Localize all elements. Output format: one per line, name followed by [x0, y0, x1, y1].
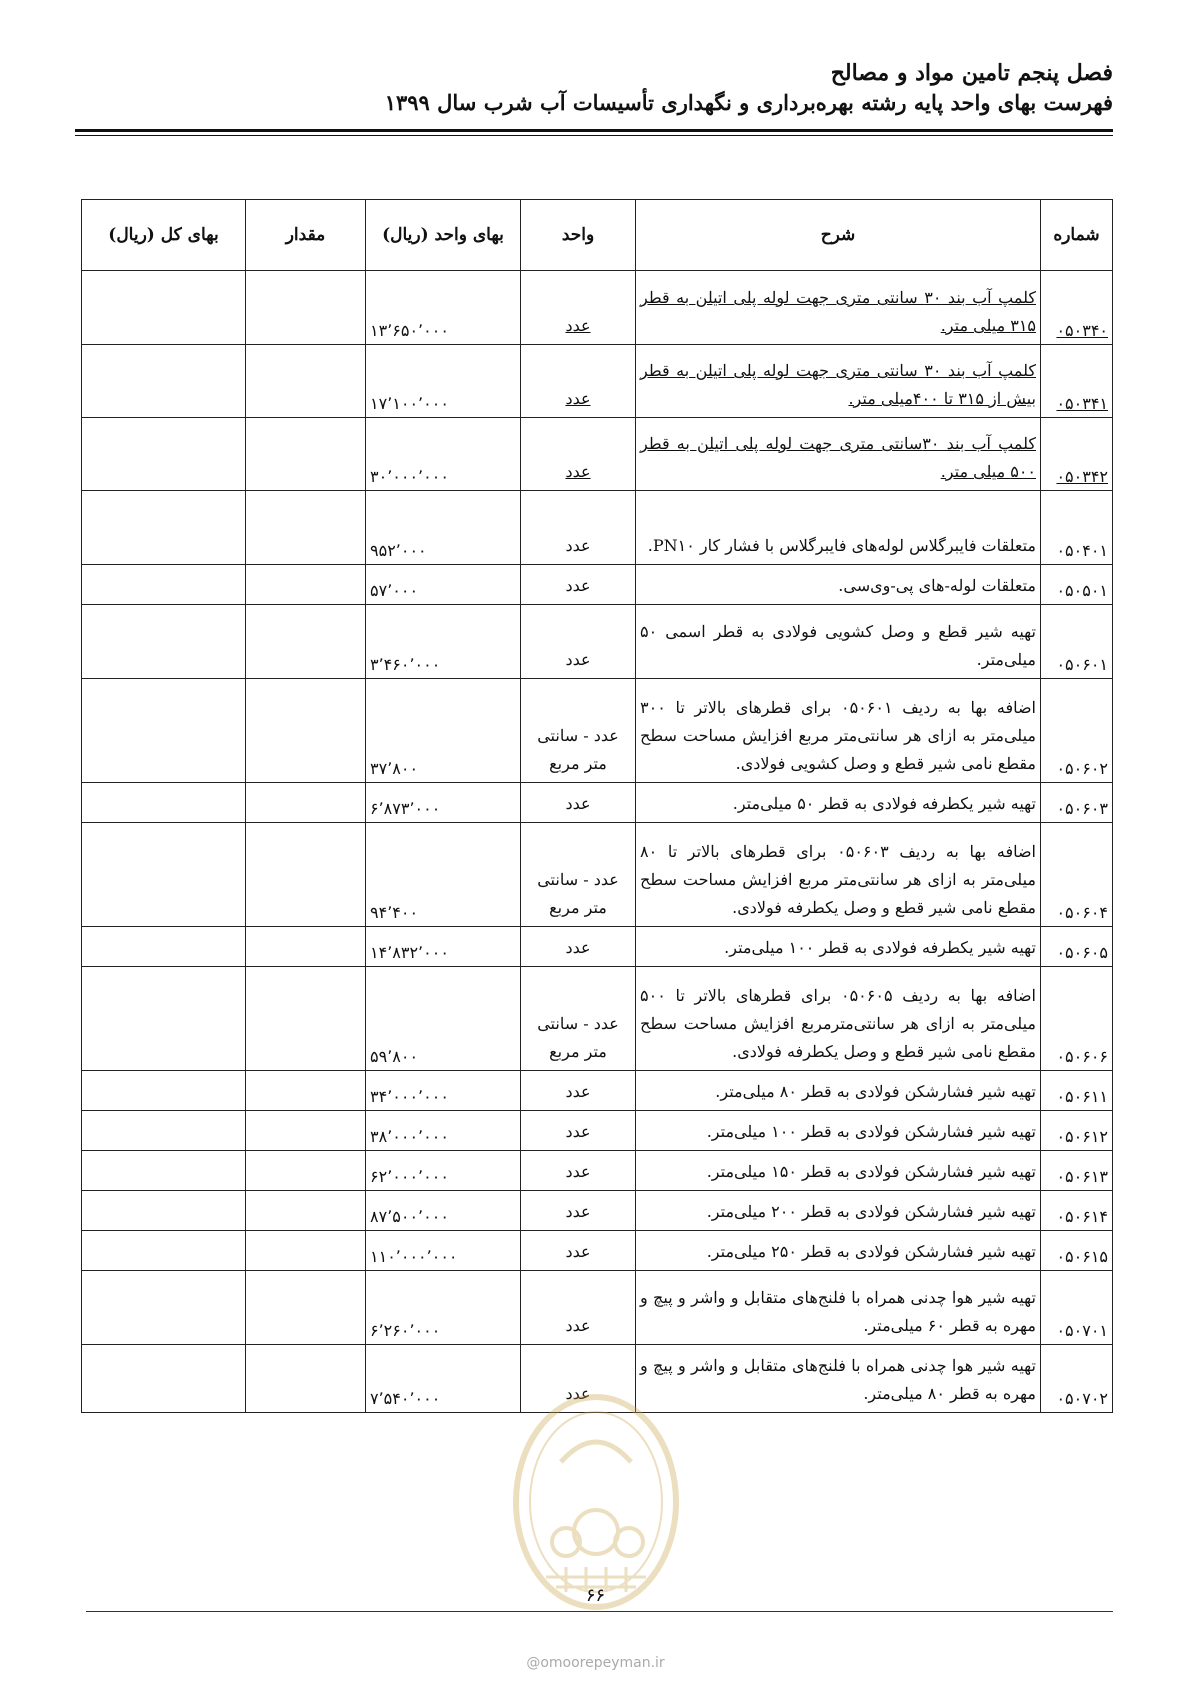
- table-row: [82, 783, 1113, 823]
- row-description: تهیه شیر فشارشکن فولادی به قطر ۲۰۰ میلی‌متر.: [636, 1191, 1041, 1231]
- row-unit: عدد: [521, 1151, 636, 1191]
- row-description: اضافه بها به ردیف ۰۵۰۶۰۵ برای قطرهای بالاتر تا ۵۰۰ میلی‌متر به ازای هر سانتی‌مترمربع افزایش مساحت سطح مقطع نامی شیر قطع و وصل یکطرفه فولادی.: [636, 967, 1041, 1071]
- header-unit-price: بهای واحد (ریال): [366, 200, 521, 271]
- header-qty: مقدار: [246, 200, 366, 271]
- row-unit: عدد - سانتی متر مربع: [521, 679, 636, 783]
- row-description: کلمپ آب بند ۳۰سانتی متری جهت لوله پلی اتیلن به قطر ۵۰۰ میلی متر.: [636, 418, 1041, 491]
- row-quantity: [246, 1071, 366, 1111]
- row-quantity: [246, 491, 366, 565]
- row-total: [82, 418, 246, 491]
- row-description: تهیه شیر فشارشکن فولادی به قطر ۲۵۰ میلی‌متر.: [636, 1231, 1041, 1271]
- footer-rule: [86, 1611, 1113, 1612]
- row-quantity: [246, 1231, 366, 1271]
- row-code: ۰۵۰۳۴۲: [1041, 418, 1113, 491]
- row-total: [82, 345, 246, 418]
- row-code: ۰۵۰۶۰۲: [1041, 679, 1113, 783]
- row-description: تهیه شیر فشارشکن فولادی به قطر ۱۰۰ میلی‌متر.: [636, 1111, 1041, 1151]
- row-description: تهیه شیر فشارشکن فولادی به قطر ۱۵۰ میلی‌متر.: [636, 1151, 1041, 1191]
- row-unit: عدد: [521, 1271, 636, 1345]
- row-unit: عدد: [521, 418, 636, 491]
- row-quantity: [246, 823, 366, 927]
- row-code: ۰۵۰۶۰۴: [1041, 823, 1113, 927]
- document-subtitle: فهرست بهای واحد پایه رشته بهره‌برداری و نگهداری تأسیسات آب شرب سال ۱۳۹۹: [384, 90, 1113, 115]
- header-rule-thick: [75, 129, 1113, 132]
- watermark-seal-icon: [511, 1392, 681, 1612]
- row-code: ۰۵۰۶۰۱: [1041, 605, 1113, 679]
- row-quantity: [246, 418, 366, 491]
- row-unit-price: ۵۹٬۸۰۰: [366, 967, 521, 1071]
- row-description: تهیه شیر قطع و وصل کشویی فولادی به قطر اسمی ۵۰ میلی‌متر.: [636, 605, 1041, 679]
- row-code: ۰۵۰۶۱۵: [1041, 1231, 1113, 1271]
- row-unit-price: ۳۴٬۰۰۰٬۰۰۰: [366, 1071, 521, 1111]
- row-unit-price: ۸۷٬۵۰۰٬۰۰۰: [366, 1191, 521, 1231]
- row-code: ۰۵۰۳۴۱: [1041, 345, 1113, 418]
- row-code: ۰۵۰۶۱۲: [1041, 1111, 1113, 1151]
- row-quantity: [246, 679, 366, 783]
- table-row: [82, 927, 1113, 967]
- row-total: [82, 565, 246, 605]
- row-description: اضافه بها به ردیف ۰۵۰۶۰۱ برای قطرهای بالاتر تا ۳۰۰ میلی‌متر به ازای هر سانتی‌متر مربع افزایش مساحت سطح مقطع نامی شیر قطع و وصل کشویی فولادی.: [636, 679, 1041, 783]
- row-quantity: [246, 271, 366, 345]
- page-header: [78, 58, 1113, 118]
- row-unit-price: ۳۰٬۰۰۰٬۰۰۰: [366, 418, 521, 491]
- row-unit: عدد: [521, 1071, 636, 1111]
- row-unit-price: ۱۷٬۱۰۰٬۰۰۰: [366, 345, 521, 418]
- row-total: [82, 679, 246, 783]
- page-number: ۶۶: [585, 1585, 606, 1606]
- row-total: [82, 271, 246, 345]
- table-row: [82, 1151, 1113, 1191]
- website-watermark: @omoorepeyman.ir: [526, 1655, 665, 1671]
- row-description: کلمپ آب بند ۳۰ سانتی متری جهت لوله پلی اتیلن به قطر ۳۱۵ میلی متر.: [636, 271, 1041, 345]
- header-desc: شرح: [636, 200, 1041, 271]
- row-unit: عدد: [521, 1231, 636, 1271]
- row-quantity: [246, 1345, 366, 1413]
- row-total: [82, 1345, 246, 1413]
- row-code: ۰۵۰۵۰۱: [1041, 565, 1113, 605]
- row-description: تهیه شیر فشارشکن فولادی به قطر ۸۰ میلی‌متر.: [636, 1071, 1041, 1111]
- chapter-title: فصل پنجم تامین مواد و مصالح: [830, 60, 1113, 86]
- price-table: [81, 199, 1113, 1413]
- header-code: شماره: [1041, 200, 1113, 271]
- row-unit-price: ۶٬۸۷۳٬۰۰۰: [366, 783, 521, 823]
- row-unit: عدد: [521, 1345, 636, 1413]
- row-code: ۰۵۰۶۰۵: [1041, 927, 1113, 967]
- row-description: متعلقات فایبرگلاس لوله‌های فایبرگلاس با فشار کار PN۱۰.: [636, 491, 1041, 565]
- row-unit: عدد: [521, 271, 636, 345]
- row-total: [82, 783, 246, 823]
- row-total: [82, 1271, 246, 1345]
- row-unit: عدد - سانتی متر مربع: [521, 967, 636, 1071]
- table-row: [82, 967, 1113, 1071]
- row-unit-price: ۳۷٬۸۰۰: [366, 679, 521, 783]
- row-unit-price: ۱۳٬۶۵۰٬۰۰۰: [366, 271, 521, 345]
- table-header-row: [82, 200, 1113, 271]
- row-unit-price: ۱۴٬۸۳۲٬۰۰۰: [366, 927, 521, 967]
- table-row: [82, 491, 1113, 565]
- row-quantity: [246, 967, 366, 1071]
- row-quantity: [246, 1271, 366, 1345]
- table-row: [82, 823, 1113, 927]
- row-code: ۰۵۰۴۰۱: [1041, 491, 1113, 565]
- row-unit-price: ۳۸٬۰۰۰٬۰۰۰: [366, 1111, 521, 1151]
- row-code: ۰۵۰۶۱۱: [1041, 1071, 1113, 1111]
- row-unit: عدد: [521, 783, 636, 823]
- header-rule-thin: [75, 135, 1113, 136]
- row-unit: عدد: [521, 1111, 636, 1151]
- row-quantity: [246, 783, 366, 823]
- row-total: [82, 927, 246, 967]
- header-unit: واحد: [521, 200, 636, 271]
- row-unit-price: ۷٬۵۴۰٬۰۰۰: [366, 1345, 521, 1413]
- row-description: تهیه شیر یکطرفه فولادی به قطر ۵۰ میلی‌متر.: [636, 783, 1041, 823]
- table-row: [82, 565, 1113, 605]
- row-code: ۰۵۰۷۰۱: [1041, 1271, 1113, 1345]
- row-quantity: [246, 345, 366, 418]
- row-description: تهیه شیر یکطرفه فولادی به قطر ۱۰۰ میلی‌متر.: [636, 927, 1041, 967]
- row-total: [82, 1191, 246, 1231]
- table-row: [82, 1271, 1113, 1345]
- row-quantity: [246, 1111, 366, 1151]
- row-quantity: [246, 565, 366, 605]
- row-quantity: [246, 927, 366, 967]
- row-unit: عدد: [521, 605, 636, 679]
- row-unit: عدد: [521, 1191, 636, 1231]
- row-unit-price: ۹۴٬۴۰۰: [366, 823, 521, 927]
- table-row: [82, 679, 1113, 783]
- row-unit-price: ۹۵۲٬۰۰۰: [366, 491, 521, 565]
- row-description: تهیه شیر هوا چدنی همراه با فلنج‌های متقابل و واشر و پیچ و مهره به قطر ۶۰ میلی‌متر.: [636, 1271, 1041, 1345]
- row-total: [82, 967, 246, 1071]
- row-unit: عدد: [521, 491, 636, 565]
- row-code: ۰۵۰۶۰۶: [1041, 967, 1113, 1071]
- row-unit: عدد: [521, 927, 636, 967]
- row-total: [82, 1071, 246, 1111]
- row-unit-price: ۶۲٬۰۰۰٬۰۰۰: [366, 1151, 521, 1191]
- table-row: [82, 1111, 1113, 1151]
- row-description: تهیه شیر هوا چدنی همراه با فلنج‌های متقابل و واشر و پیچ و مهره به قطر ۸۰ میلی‌متر.: [636, 1345, 1041, 1413]
- row-unit-price: ۵۷٬۰۰۰: [366, 565, 521, 605]
- row-code: ۰۵۰۳۴۰: [1041, 271, 1113, 345]
- row-unit-price: ۳٬۴۶۰٬۰۰۰: [366, 605, 521, 679]
- table-row: [82, 1191, 1113, 1231]
- table-row: [82, 1231, 1113, 1271]
- row-description: کلمپ آب بند ۳۰ سانتی متری جهت لوله پلی اتیلن به قطر بیش از ۳۱۵ تا ۴۰۰میلی متر.: [636, 345, 1041, 418]
- row-total: [82, 1231, 246, 1271]
- header-total: بهای کل (ریال): [82, 200, 246, 271]
- row-total: [82, 1151, 246, 1191]
- row-code: ۰۵۰۶۱۴: [1041, 1191, 1113, 1231]
- row-unit: عدد: [521, 345, 636, 418]
- table-row: [82, 271, 1113, 345]
- row-code: ۰۵۰۷۰۲: [1041, 1345, 1113, 1413]
- row-total: [82, 823, 246, 927]
- row-total: [82, 605, 246, 679]
- row-unit: عدد - سانتی متر مربع: [521, 823, 636, 927]
- row-quantity: [246, 1191, 366, 1231]
- row-description: اضافه بها به ردیف ۰۵۰۶۰۳ برای قطرهای بالاتر تا ۸۰ میلی‌متر به ازای هر سانتی‌متر مربع افزایش مساحت سطح مقطع نامی شیر قطع و وصل یکطرفه فولادی.: [636, 823, 1041, 927]
- row-unit-price: ۶٬۲۶۰٬۰۰۰: [366, 1271, 521, 1345]
- row-quantity: [246, 605, 366, 679]
- row-quantity: [246, 1151, 366, 1191]
- row-unit-price: ۱۱۰٬۰۰۰٬۰۰۰: [366, 1231, 521, 1271]
- row-description: متعلقات لوله-های پی-وی‌سی.: [636, 565, 1041, 605]
- row-code: ۰۵۰۶۱۳: [1041, 1151, 1113, 1191]
- table-row: [82, 418, 1113, 491]
- table-row: [82, 1071, 1113, 1111]
- row-unit: عدد: [521, 565, 636, 605]
- table-row: [82, 605, 1113, 679]
- table-row: [82, 345, 1113, 418]
- row-total: [82, 1111, 246, 1151]
- row-code: ۰۵۰۶۰۳: [1041, 783, 1113, 823]
- row-total: [82, 491, 246, 565]
